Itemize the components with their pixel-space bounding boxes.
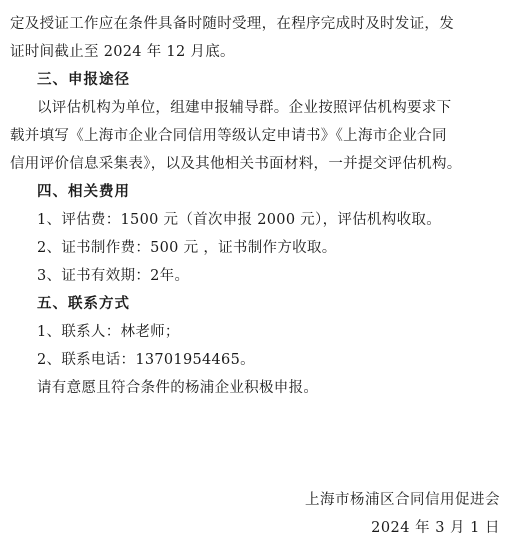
contact-person: 1、联系人：林老师； [37,324,180,340]
fee-item-validity: 3、证书有效期：2年。 [37,268,190,284]
intro-line-1: 定及授证工作应在条件具备时随时受理，在程序完成时及时发证，发 [10,16,454,32]
section-heading-fees: 四、相关费用 [37,184,130,200]
signature-organization: 上海市杨浦区合同信用促进会 [305,492,500,508]
closing-sentence: 请有意愿且符合条件的杨浦企业积极申报。 [37,380,319,396]
section3-line-3: 信用评价信息采集表》，以及其他相关书面材料，一并提交评估机构。 [10,156,462,172]
section-heading-contact: 五、联系方式 [37,296,130,312]
signature-date: 2024 年 3 月 1 日 [371,520,500,536]
section3-line-2: 载并填写《上海市企业合同信用等级认定申请书》《上海市企业合同 [10,128,447,144]
contact-phone: 2、联系电话：13701954465。 [37,352,255,368]
section3-line-1: 以评估机构为单位，组建申报辅导群。企业按照评估机构要求下 [37,100,452,116]
section-heading-application-route: 三、申报途径 [37,72,130,88]
intro-line-2: 证时间截止至 2024 年 12 月底。 [10,44,235,60]
fee-item-certificate: 2、证书制作费：500 元 ，证书制作方收取。 [37,240,337,256]
fee-item-assessment: 1、评估费：1500 元（首次申报 2000 元），评估机构收取。 [37,212,442,228]
